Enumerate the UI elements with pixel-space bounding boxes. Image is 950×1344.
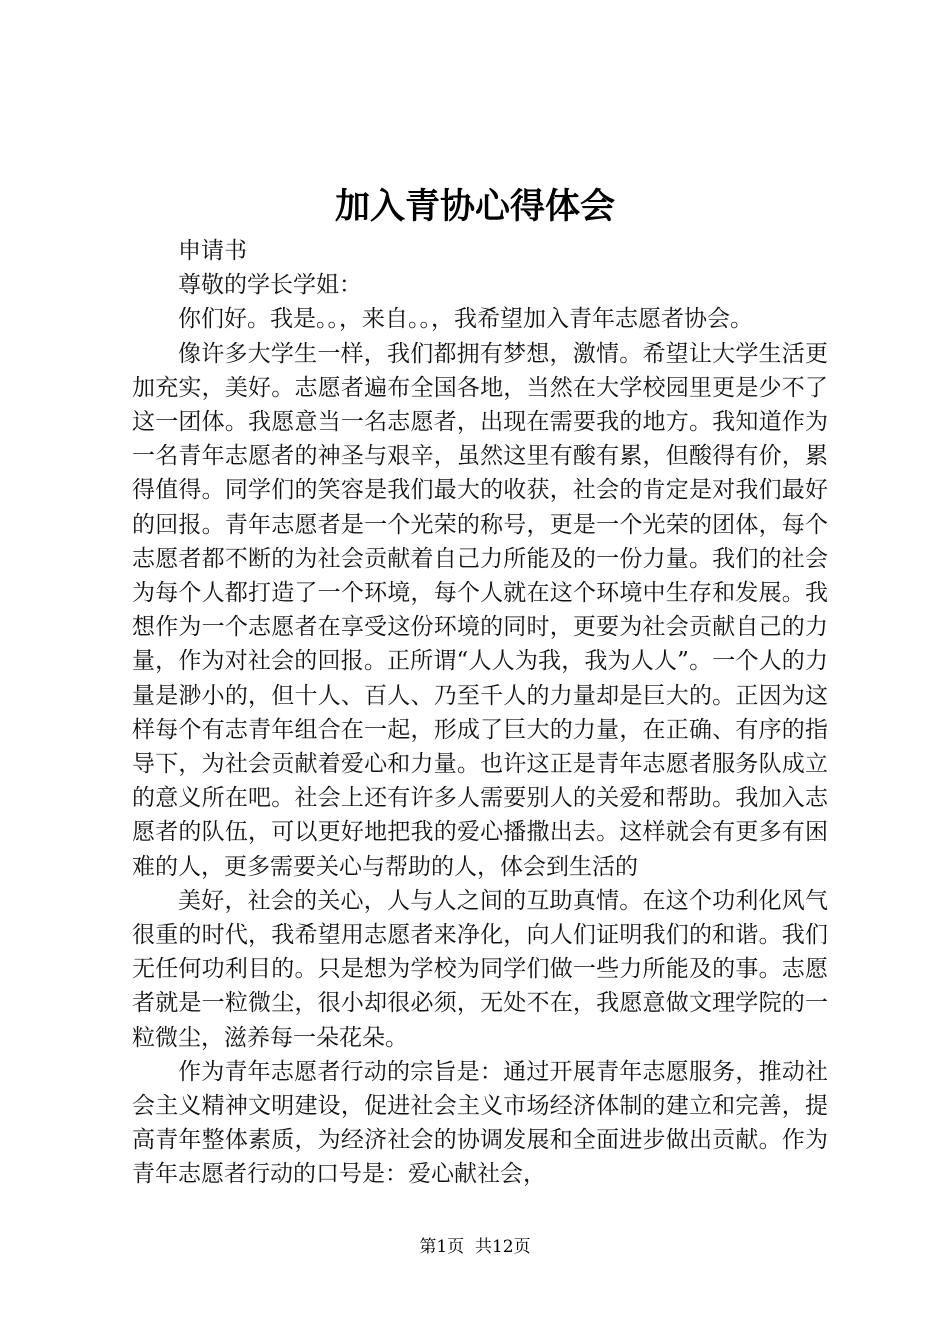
paragraph-body: 像许多大学生一样，我们都拥有梦想，激情。希望让大学生活更加充实，美好。志愿者遍布全国各地，当然在大学校园里更是少不了这一团体。我愿意当一名志愿者，出现在需要我的地方。我知道作为一名青年志愿者的神圣与艰辛，虽然这里有酸有累，但酸得有价，累得值得。同学们的笑容是我们最大的收获，社会的肯定是对我们最好的回报。青年志愿者是一个光荣的称号，更是一个光荣的团体，每个志愿者都不断的为社会贡献着自己力所能及的一份力量。我们的社会为每个人都打造了一个环境，每个人就在这个环境中生存和发展。我想作为一个志愿者在享受这份环境的同时，更要为社会贡献自己的力量，作为对社会的回报。正所谓“人人为我，我为人人”。一个人的力量是渺小的，但十人、百人、乃至千人的力量却是巨大的。正因为这样每个有志青年组合在一起，形成了巨大的力量，在正确、有序的指导下，为社会贡献着爱心和力量。也许这正是青年志愿者服务队成立的意义所在吧。社会上还有许多人需要别人的关爱和帮助。我加入志愿者的队伍，可以更好地把我的爱心播撒出去。这样就会有更多有困难的人，更多需要关心与帮助的人，体会到生活的 [132, 340, 828, 880]
page-number-footer: 第1页 共12页 [419, 1237, 531, 1257]
document-body [132, 234, 828, 1192]
paragraph-greeting: 你们好。我是。。，来自。。，我希望加入青年志愿者协会。 [178, 306, 753, 333]
paragraph-heading: 申请书 [178, 238, 247, 264]
paragraph-body: 作为青年志愿者行动的宗旨是：通过开展青年志愿服务，推动社会主义精神文明建设，促进社会主义市场经济体制的建立和完善，提高青年整体素质，为经济社会的协调发展和全面进步做出贡献。作为青年志愿者行动的口号是：爱心献社会， [132, 1058, 828, 1188]
paragraph-salutation: 尊敬的学长学姐： [178, 272, 362, 299]
document-title: 加入青协心得体会 [334, 186, 615, 227]
paragraph-body: 美好，社会的关心，人与人之间的互助真情。在这个功利化风气很重的时代，我希望用志愿者来净化，向人们证明我们的和谐。我们无任何功利目的。只是想为学校为同学们做一些力所能及的事。志愿者就是一粒微尘，很小却很必须，无处不在，我愿意做文理学院的一粒微尘，滋养每一朵花朵。 [132, 887, 828, 1051]
